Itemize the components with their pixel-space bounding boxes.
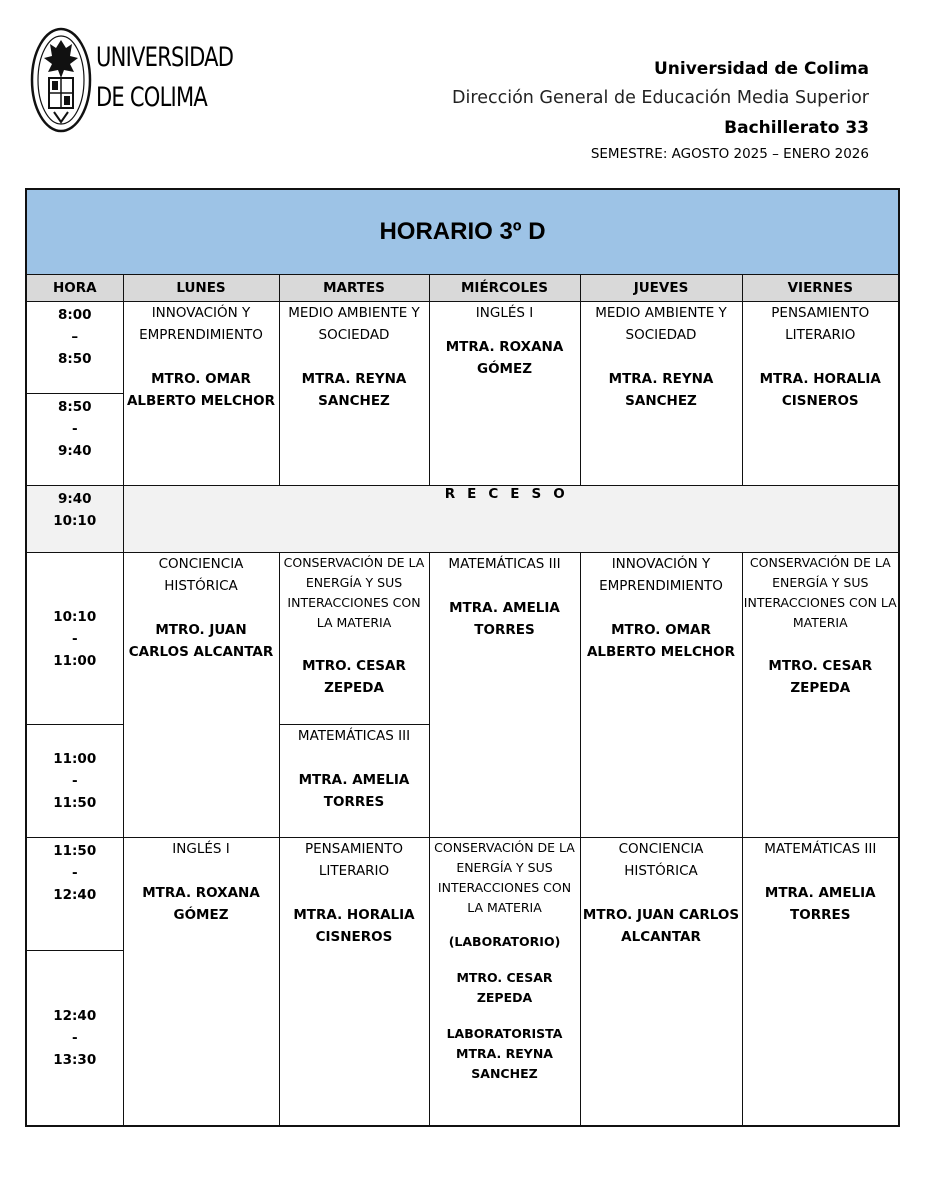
hour-slot: 12:40 - 13:30 (26, 951, 123, 1126)
class-subject: INNOVACIÓN Y EMPRENDIMIENTO (599, 556, 723, 594)
class-subject: MEDIO AMBIENTE Y SOCIEDAD (288, 305, 420, 343)
col-header-hora: HORA (26, 275, 123, 302)
col-header-martes: MARTES (279, 275, 429, 302)
class-subject: INNOVACIÓN Y EMPRENDIMIENTO (139, 305, 263, 343)
class-cell (580, 302, 742, 486)
class-subject: MATEMÁTICAS III (764, 841, 877, 857)
logo-line-1: UNIVERSIDAD (96, 42, 234, 73)
class-cell (279, 302, 429, 486)
school-name: Bachillerato 33 (724, 118, 869, 138)
class-cell (742, 553, 899, 838)
class-teacher: MTRO. JUAN CARLOS ALCANTAR (582, 907, 740, 945)
class-teacher: MTRO. OMAR ALBERTO MELCHOR (126, 371, 276, 409)
class-teacher: MTRA. AMELIA TORRES (764, 885, 876, 923)
hour-slot: 11:00 - 11:50 (26, 725, 123, 838)
class-teacher: MTRA. AMELIA TORRES (298, 772, 410, 810)
class-teacher: MTRO. CESAR ZEPEDA (768, 658, 873, 696)
class-subject: CONCIENCIA HISTÓRICA (618, 841, 704, 879)
class-cell (580, 838, 742, 1126)
class-subject: MATEMÁTICAS III (448, 556, 561, 572)
class-cell (279, 725, 429, 838)
class-teacher: MTRA. REYNA SANCHEZ (301, 371, 407, 409)
class-subject: MEDIO AMBIENTE Y SOCIEDAD (595, 305, 727, 343)
university-name: Universidad de Colima (653, 59, 869, 79)
class-teacher: MTRA. ROXANA GÓMEZ (142, 885, 260, 923)
class-cell (123, 553, 279, 838)
class-subject: CONSERVACIÓN DE LA ENERGÍA Y SUS INTERACCIONES CON LA MATERIA (743, 555, 897, 630)
col-header-viernes: VIERNES (742, 275, 899, 302)
class-cell (279, 553, 429, 725)
class-teacher: MTRO. JUAN CARLOS ALCANTAR (128, 622, 274, 660)
class-teacher: MTRA. AMELIA TORRES (449, 600, 560, 638)
class-teacher: MTRO. CESAR ZEPEDA (302, 658, 406, 696)
col-header-lunes: LUNES (123, 275, 279, 302)
university-seal-logo (30, 26, 92, 134)
class-cell (742, 838, 899, 1126)
document-header (452, 58, 869, 165)
class-subject: INGLÉS I (475, 305, 534, 321)
hour-slot: 9:40 10:10 (26, 486, 123, 553)
schedule-title: HORARIO 3º D (26, 189, 899, 275)
class-teacher: MTRA. HORALIA CISNEROS (293, 907, 415, 945)
logo-wordmark (96, 38, 272, 118)
hour-slot: 11:50 - 12:40 (26, 838, 123, 951)
class-teacher: MTRA. HORALIA CISNEROS (759, 371, 881, 409)
class-cell (429, 553, 580, 838)
class-teacher: MTRA. ROXANA GÓMEZ (445, 339, 564, 377)
class-cell (123, 302, 279, 486)
class-cell (580, 553, 742, 838)
class-lab-assistant: LABORATORISTA MTRA. REYNA SANCHEZ (446, 1026, 563, 1081)
recess-row: RECESO (123, 486, 899, 553)
class-cell (279, 838, 429, 1126)
col-header-miercoles: MIÉRCOLES (429, 275, 580, 302)
class-teacher: MTRO. CESAR ZEPEDA (456, 970, 553, 1005)
direction-name: Dirección General de Educación Media Superior (452, 88, 869, 108)
class-subject: MATEMÁTICAS III (297, 728, 411, 744)
hour-slot: 10:10 - 11:00 (26, 553, 123, 725)
semester-label: SEMESTRE: AGOSTO 2025 – ENERO 2026 (590, 146, 869, 162)
logo-line-2: DE COLIMA (96, 82, 208, 113)
schedule-table (25, 188, 900, 1127)
class-cell (123, 838, 279, 1126)
class-subject: CONSERVACIÓN DE LA ENERGÍA Y SUS INTERACCIONES CON LA MATERIA (283, 555, 425, 630)
class-teacher: MTRA. REYNA SANCHEZ (608, 371, 714, 409)
class-subject: INGLÉS I (172, 841, 230, 857)
class-cell (429, 302, 580, 486)
class-cell (429, 838, 580, 1126)
class-subject: CONCIENCIA HISTÓRICA (158, 556, 244, 594)
class-subject: PENSAMIENTO LITERARIO (771, 305, 870, 343)
class-subject: CONSERVACIÓN DE LA ENERGÍA Y SUS INTERACCIONES CON LA MATERIA (434, 840, 575, 915)
col-header-jueves: JUEVES (580, 275, 742, 302)
hour-slot: 8:50 - 9:40 (26, 394, 123, 486)
class-cell (742, 302, 899, 486)
class-teacher: MTRO. OMAR ALBERTO MELCHOR (586, 622, 736, 660)
class-subject: PENSAMIENTO LITERARIO (305, 841, 403, 879)
class-lab-note: (LABORATORIO) (448, 934, 561, 949)
hour-slot: 8:00 – 8:50 (26, 302, 123, 394)
